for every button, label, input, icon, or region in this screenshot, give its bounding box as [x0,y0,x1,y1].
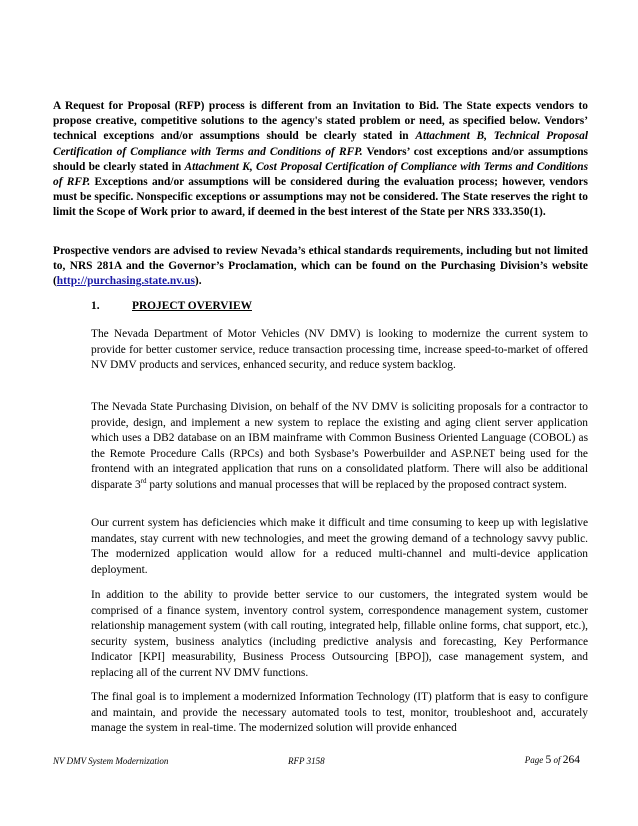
footer-rfp-number: RFP 3158 [288,756,325,766]
overview-paragraph-4: In addition to the ability to provide better service to our customers, the integrated system would be comprised of a finance system, inventory control system, correspondence management system, customer relationship management system (with call routing, integrated help, fillable online forms, chat support, etc.), security system, business analytics (including predictive analysis and forecasting, Key Performance Indicator [KPI] measurability, Business Process Outsourcing [BPO]), case management system, and replacing all of the current NV DMV functions. [91,589,588,679]
footer-page-number [525,754,580,766]
footer-page-prefix: Page [524,755,546,765]
intro-paragraph [53,99,588,221]
ordinal-superscript: rd [140,477,147,486]
intro-text-3: Exceptions and/or assumptions will be considered during the evaluation process; however, vendors must be specific. Nonspecific exceptions or assumptions may not be considered. The State reserves the right to limit the Scope of Work prior to award, if deemed in the best interest of the State per NRS 333.350(1). [53,176,588,219]
attachment-b-reference: Attachment B, Technical Proposal Certification of Compliance with Terms and Conditions of RFP. [53,130,588,158]
section-title: PROJECT OVERVIEW [132,300,252,312]
ethics-text-2: ). [194,275,202,288]
ethics-text-1: Prospective vendors are advised to review Nevada’s ethical standards requirements, including but not limited to, NRS 281A and the Governor’s Proclamation, which can be found on the Purchasing Division’s website ( [53,245,588,288]
footer-total-pages: 264 [562,754,580,766]
overview-paragraph-2 [91,400,588,494]
overview-paragraph-2-text-b: party solutions and manual processes that will be replaced by the proposed contract system. [146,478,567,491]
footer-document-title: NV DMV System Modernization [53,756,169,766]
overview-paragraph-5: The final goal is to implement a modernized Information Technology (IT) platform that is easy to configure and maintain, and provide the necessary automated tools to test, monitor, troubleshoot and, accurately manage the system in real-time. The modernized solution will provide enhanced [91,691,588,735]
overview-paragraph-2-text-a: The Nevada State Purchasing Division, on behalf of the NV DMV is soliciting proposals for a contractor to provide, design, and implement a new system to replace the existing and aging client server application which uses a DB2 database on an IBM mainframe with Common Business Oriented Language (COBOL) as the Remote Procedure Calls (RPCs) and both Sysbase’s Powerbuilder and ASP.NET being used for the frontend with an integrated application that runs on a consolidated platform. There will also be additional disparate 3 [91,401,588,491]
page-footer [53,754,588,770]
section-number: 1. [91,300,100,312]
intro-text-2: Vendors’ cost exceptions and/or assumptions should be clearly stated in [53,145,588,173]
footer-current-page: 5 [545,754,552,766]
purchasing-website-link[interactable]: http://purchasing.state.nv.us [56,275,195,288]
overview-paragraph-3: Our current system has deficiencies which make it difficult and time consuming to keep up with legislative mandates, stay current with new technologies, and meet the growing demand of a technology savvy public. The modernized application would allow for a reduced multi-channel and multi-device application deployment. [91,517,588,576]
overview-paragraph-1: The Nevada Department of Motor Vehicles (NV DMV) is looking to modernize the current system to provide for better customer service, reduce transaction processing time, increase speed-to-market of offered NV DMV products and services, enhanced security, and reduce system backlog. [91,328,588,372]
attachment-k-reference: Attachment K, Cost Proposal Certification of Compliance with Terms and Conditions of RFP. [53,160,589,189]
section-heading [91,300,252,312]
ethics-paragraph [53,244,588,290]
intro-text-1: A Request for Proposal (RFP) process is different from an Invitation to Bid. The State expects vendors to propose creative, competitive solutions to the agency's stated problem or need, as specified below. Vendors’ technical exceptions and/or assumptions should be clearly stated in [53,100,588,143]
footer-page-of: of [551,755,563,765]
